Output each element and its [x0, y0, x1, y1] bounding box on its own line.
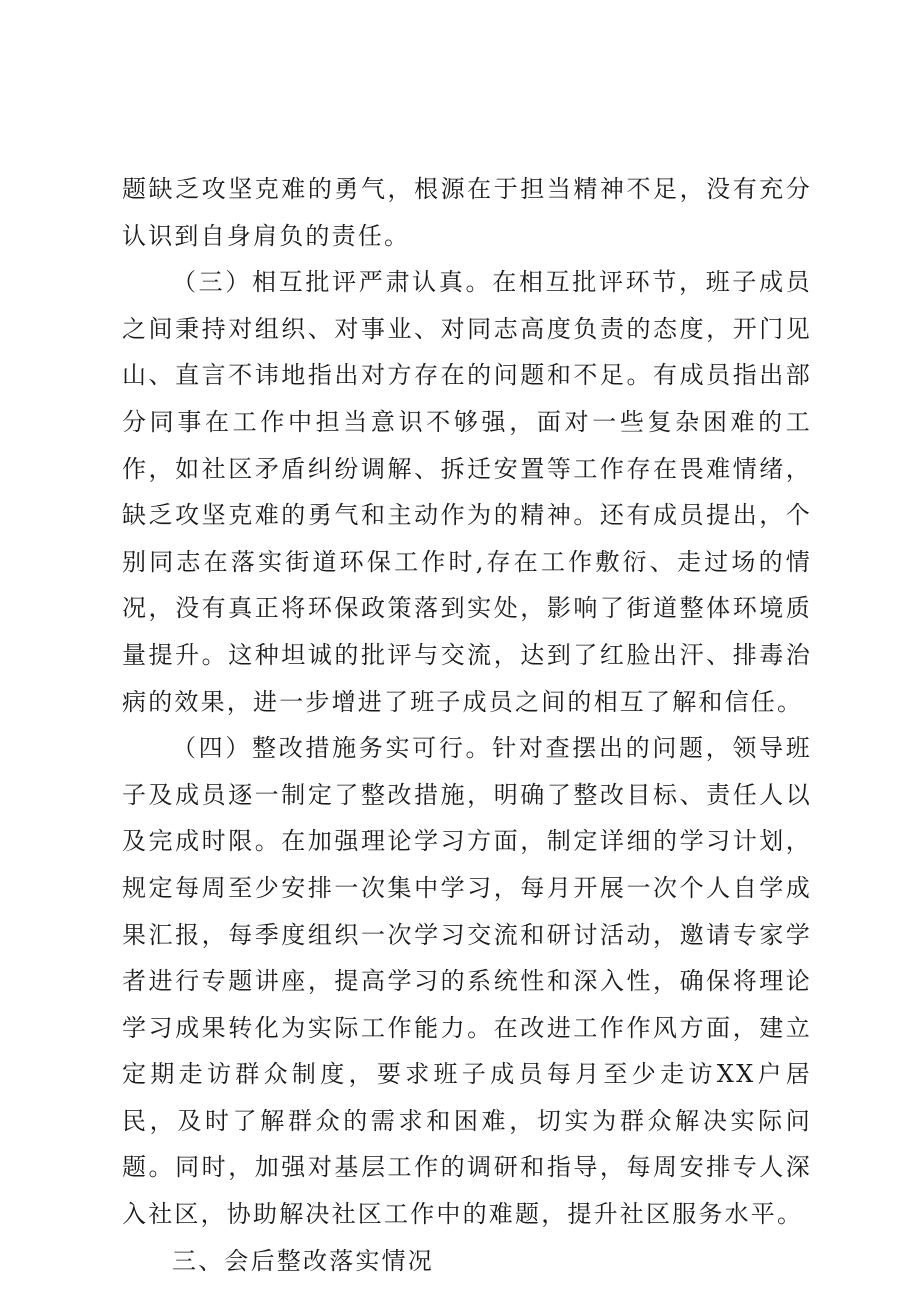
paragraph-continuation: 题缺乏攻坚克难的勇气，根源在于担当精神不足，没有充分认识到自身肩负的责任。	[122, 175, 812, 250]
section-heading: 三、会后整改落实情况	[172, 1246, 434, 1275]
paragraph-mutual-criticism: （三）相互批评严肃认真。在相互批评环节，班子成员之间秉持对组织、对事业、对同志高度负责的态度，开门见山、直言不讳地指出对方存在的问题和不足。有成员指出部分同事在工作中担当意识不够强，面对一些复杂困难的工作，如社区矛盾纠纷调解、拆迁安置等工作存在畏难情绪，缺乏攻坚克难的勇气和主动作为的精神。还有成员提出，个别同志在落实街道环保工作时,存在工作敷衍、走过场的情况，没有真正将环保政策落到实处，影响了街道整体环境质量提升。这种坦诚的批评与交流，达到了红脸出汗、排毒治病的效果，进一步增进了班子成员之间的相互了解和信任。	[122, 268, 812, 716]
paragraph-rectification-measures: （四）整改措施务实可行。针对查摆出的问题，领导班子及成员逐一制定了整改措施，明确了整改目标、责任人以及完成时限。在加强理论学习方面，制定详细的学习计划，规定每周至少安排一次集中学习，每月开展一次个人自学成果汇报，每季度组织一次学习交流和研讨活动，邀请专家学者进行专题讲座，提高学习的系统性和深入性，确保将理论学习成果转化为实际工作能力。在改进工作作风方面，建立定期走访群众制度，要求班子成员每月至少走访XX户居民，及时了解群众的需求和困难，切实为群众解决实际问题。同时，加强对基层工作的调研和指导，每周安排专人深入社区，协助解决社区工作中的难题，提升社区服务水平。	[122, 734, 812, 1229]
document-body	[122, 166, 812, 1284]
